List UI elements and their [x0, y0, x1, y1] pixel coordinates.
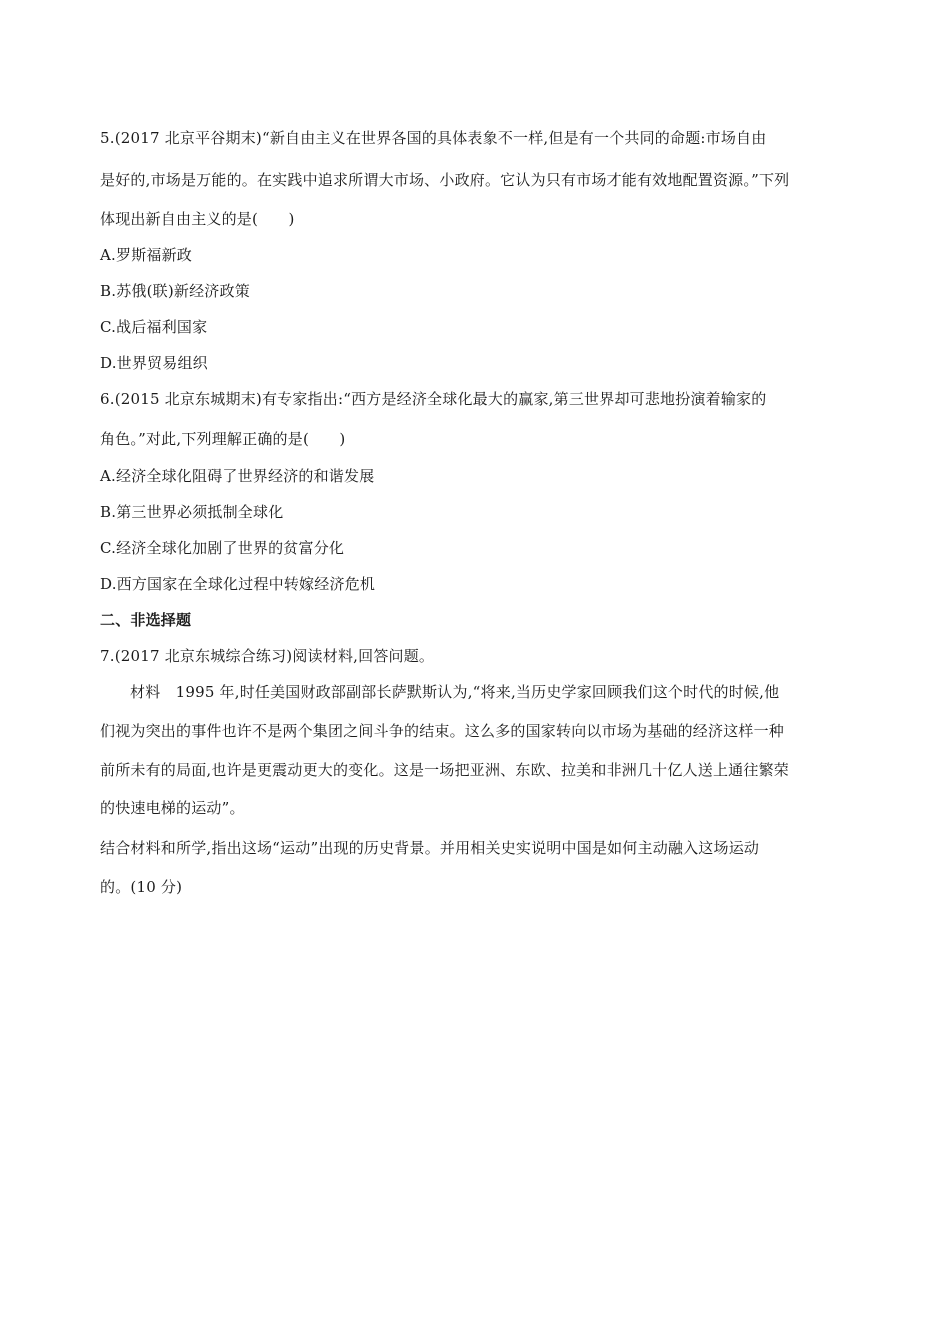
q5-option-d: D.世界贸易组织 [100, 354, 208, 372]
q7-material-line-2: 们视为突出的事件也许不是两个集团之间斗争的结束。这么多的国家转向以市场为基础的经济这样一种 [100, 722, 785, 740]
section-heading: 二、非选择题 [100, 611, 192, 629]
q7-question-line-2: 的。(10 分) [100, 878, 183, 896]
q5-stem-line-2: 是好的,市场是万能的。在实践中追求所谓大市场、小政府。它认为只有市场才能有效地配置资源。”下列 [100, 171, 790, 189]
q6-stem-line-2: 角色。”对此,下列理解正确的是( ) [100, 430, 346, 448]
q7-material-line-3: 前所未有的局面,也许是更震动更大的变化。这是一场把亚洲、东欧、拉美和非洲几十亿人送上通往繁荣 [100, 761, 789, 779]
q5-option-b: B.苏俄(联)新经济政策 [100, 282, 250, 300]
q5-stem-line-1: 5.(2017 北京平谷期末)“新自由主义在世界各国的具体表象不一样,但是有一个共同的命题:市场自由 [100, 129, 767, 147]
q5-option-c: C.战后福利国家 [100, 318, 208, 336]
q6-option-c: C.经济全球化加剧了世界的贫富分化 [100, 539, 345, 557]
q6-stem-line-1: 6.(2015 北京东城期末)有专家指出:“西方是经济全球化最大的赢家,第三世界却可悲地扮演着输家的 [100, 390, 767, 408]
q6-option-d: D.西方国家在全球化过程中转嫁经济危机 [100, 575, 376, 593]
q6-option-b: B.第三世界必须抵制全球化 [100, 503, 284, 521]
q5-stem-line-3: 体现出新自由主义的是( ) [100, 210, 295, 228]
q7-material-line-4: 的快速电梯的运动”。 [100, 799, 245, 817]
q7-stem: 7.(2017 北京东城综合练习)阅读材料,回答问题。 [100, 647, 435, 665]
q7-material-line-1: 材料 1995 年,时任美国财政部副部长萨默斯认为,“将来,当历史学家回顾我们这个时代的时候,他 [130, 683, 780, 701]
q6-option-a: A.经济全球化阻碍了世界经济的和谐发展 [100, 467, 375, 485]
q5-option-a: A.罗斯福新政 [100, 246, 193, 264]
q7-question-line-1: 结合材料和所学,指出这场“运动”出现的历史背景。并用相关史实说明中国是如何主动融入这场运动 [100, 839, 760, 857]
